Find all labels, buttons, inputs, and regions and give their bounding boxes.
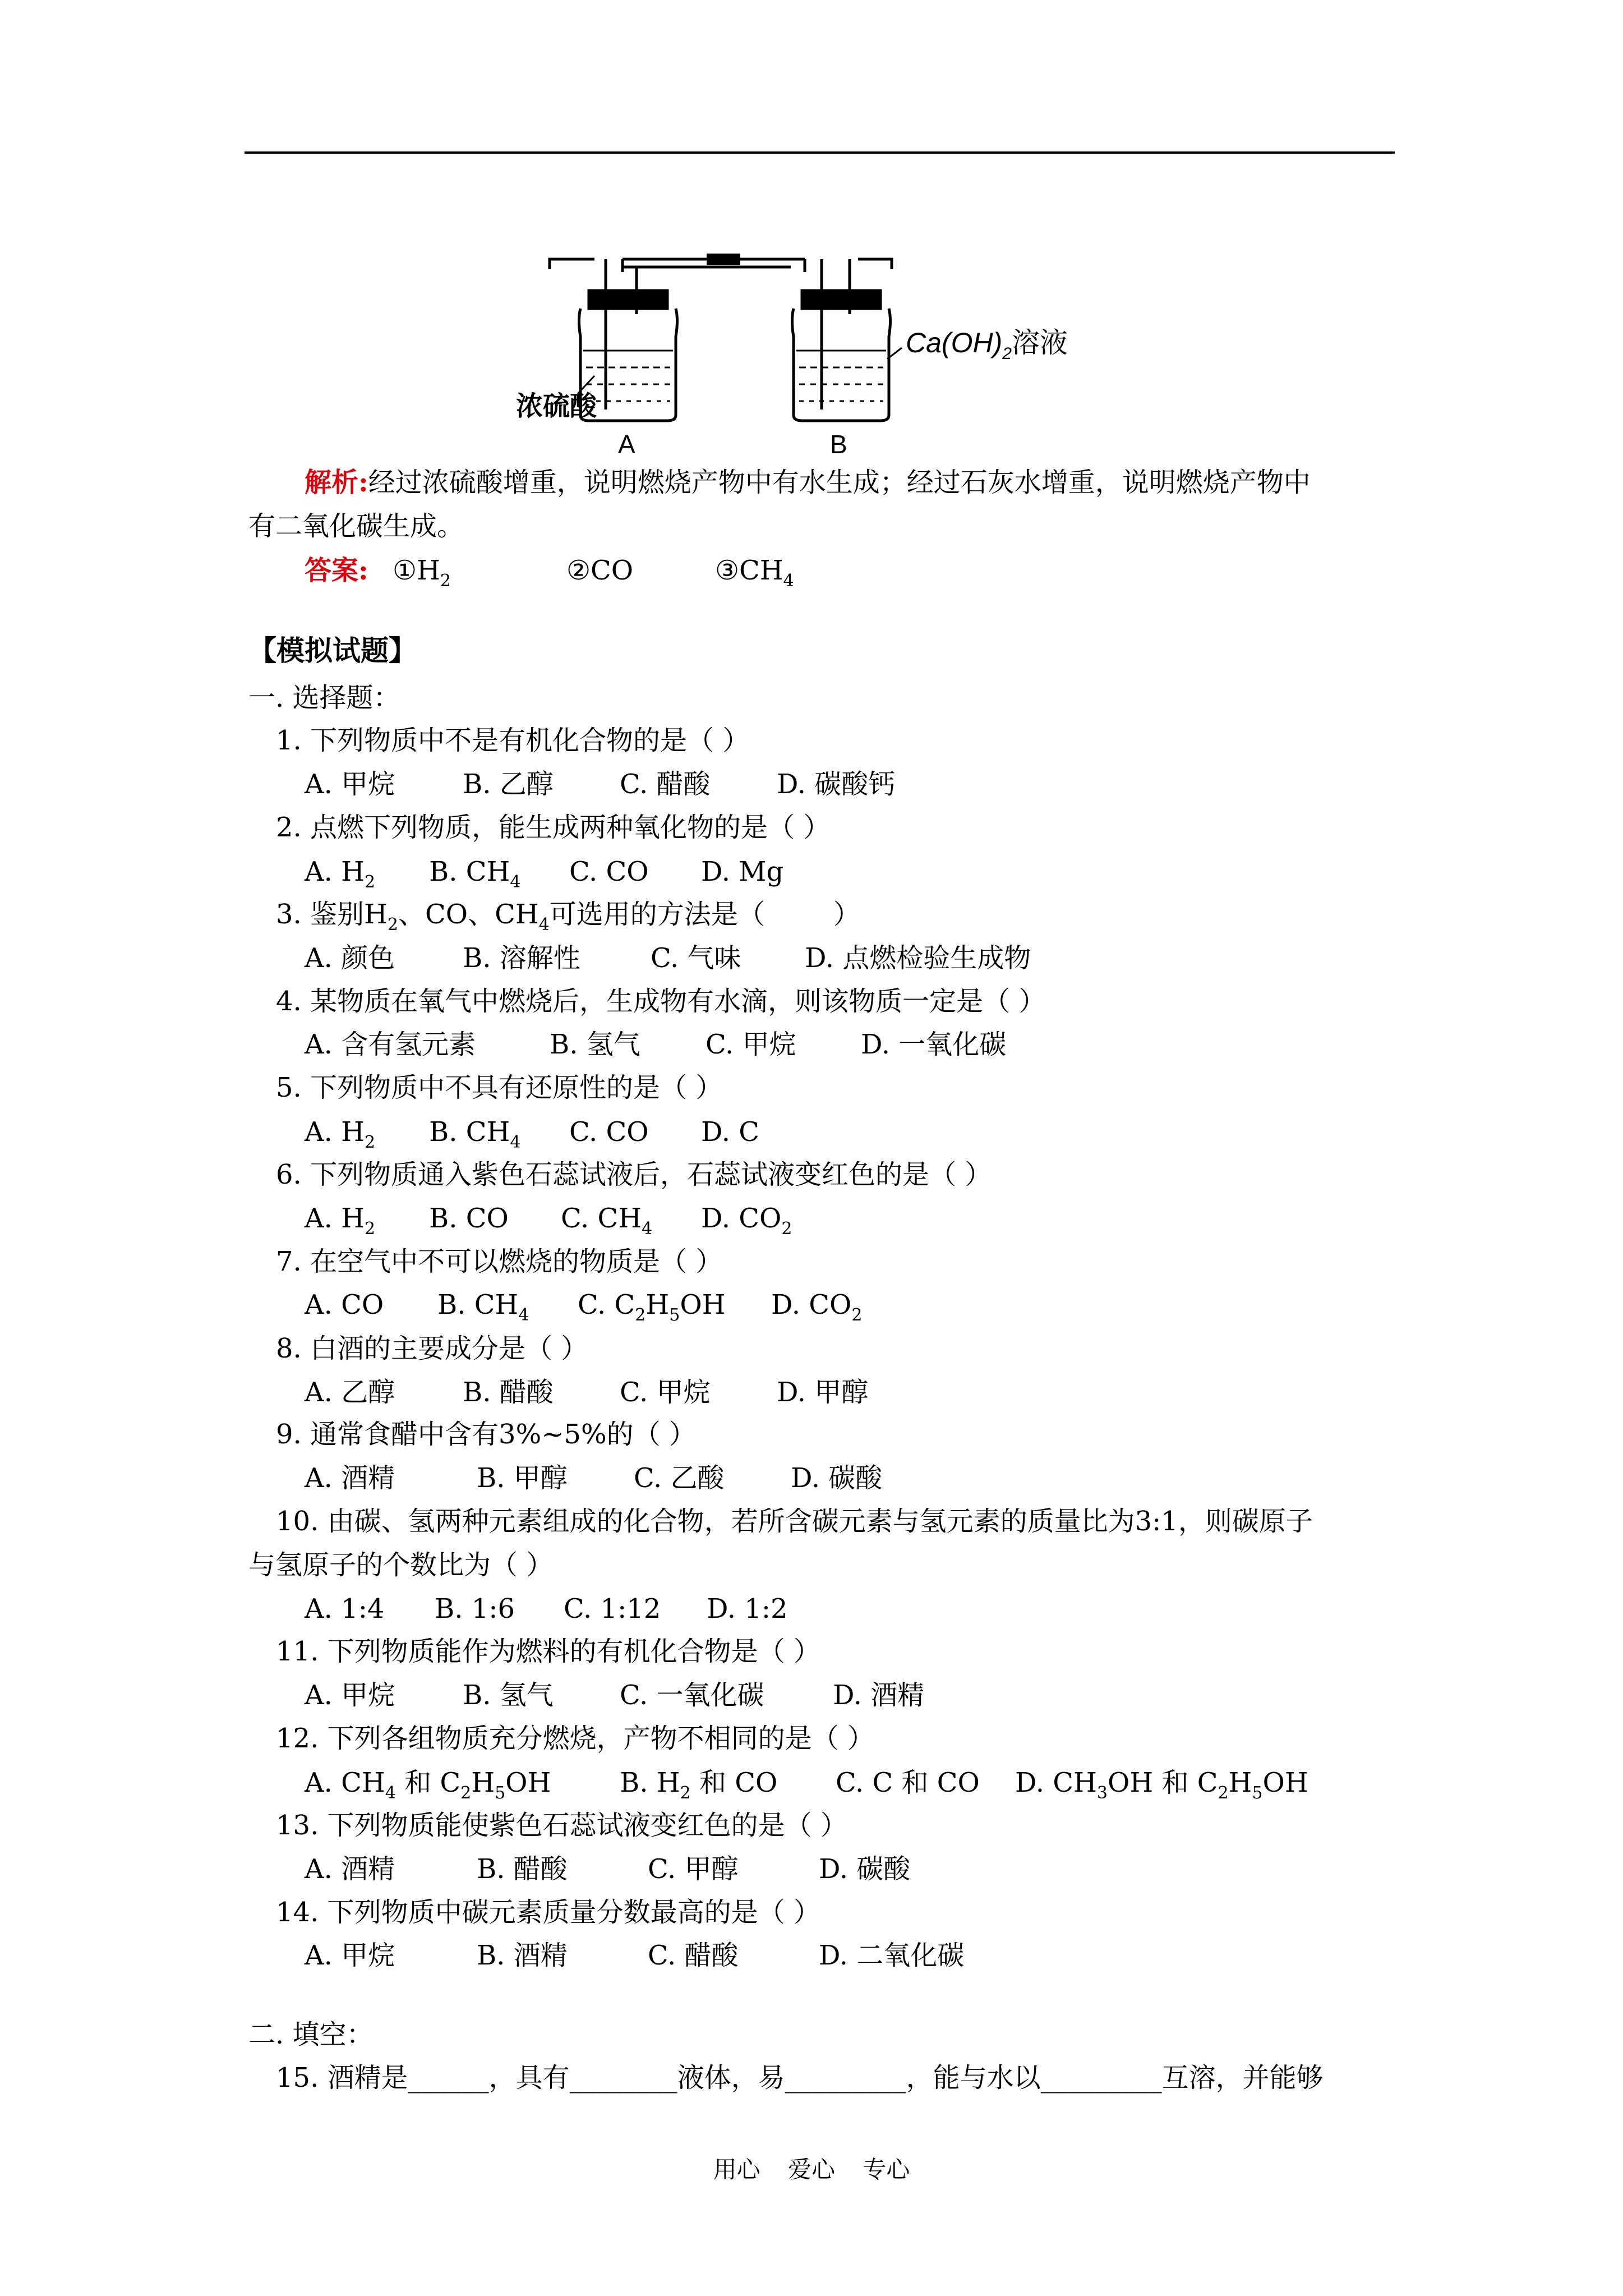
q2-option-d: D. Mg [701, 856, 784, 887]
question-7: 7. 在空气中不可以燃烧的物质是（ ） [276, 1246, 723, 1277]
question-13: 13. 下列物质能使紫色石蕊试液变红色的是（ ） [276, 1810, 847, 1841]
question-3: 3. 鉴别$H_2$、CO、$CH_4$可选用的方法是（ ） [276, 899, 860, 935]
q14-option-b: B. 酒精 [477, 1940, 568, 1971]
q6-option-b: B. CO [429, 1203, 509, 1234]
question-8: 8. 白酒的主要成分是（ ） [276, 1333, 588, 1364]
q4-option-c: C. 甲烷 [706, 1029, 796, 1060]
label-acid: 浓硫酸 [516, 392, 597, 421]
q14-option-a: A. 甲烷 [305, 1940, 395, 1971]
answer-1: $①H_2$ [393, 555, 451, 591]
q7-option-d: D. $CO_2$ [771, 1289, 863, 1325]
question-11: 11. 下列物质能作为燃料的有机化合物是（ ） [276, 1636, 820, 1667]
q11-option-c: C. 一氧化碳 [620, 1680, 764, 1711]
q5-option-d: D. C [701, 1116, 760, 1148]
analysis-text-2: 有二氧化碳生成。 [248, 510, 464, 542]
q2-option-c: C. CO [569, 856, 649, 887]
q7-option-a: A. CO [305, 1289, 384, 1320]
section-title: 【模拟试题】 [248, 634, 417, 667]
q13-option-a: A. 酒精 [305, 1853, 395, 1885]
q6-option-a: A. $H_2$ [305, 1203, 376, 1239]
q9-option-d: D. 碳酸 [791, 1462, 883, 1494]
q7-option-c: C. $C_2H_5OH$ [578, 1289, 726, 1325]
svg-text:Ca(OH)2溶液 [906, 327, 1068, 363]
question-2: 2. 点燃下列物质，能生成两种氧化物的是（ ） [276, 812, 831, 843]
q3-option-b: B. 溶解性 [463, 942, 580, 974]
q4-option-a: A. 含有氢元素 [305, 1029, 476, 1060]
label-b: B [830, 430, 847, 459]
question-14: 14. 下列物质中碳元素质量分数最高的是（ ） [276, 1897, 820, 1928]
question-10: 10. 由碳、氢两种元素组成的化合物，若所含碳元素与氢元素的质量比为3:1，则碳原子 [276, 1506, 1313, 1537]
section-1-heading: 一. 选择题： [248, 682, 400, 714]
q8-option-a: A. 乙醇 [305, 1377, 395, 1408]
q13-option-d: D. 碳酸 [819, 1853, 911, 1885]
q13-option-b: B. 醋酸 [477, 1853, 568, 1885]
label-solution: Ca(OH) [906, 327, 1003, 358]
label-a: A [618, 430, 635, 459]
question-1: 1. 下列物质中不是有机化合物的是（ ） [276, 725, 750, 756]
question-10-line-2: 与氢原子的个数比为（ ） [248, 1549, 554, 1581]
q3-option-c: C. 气味 [651, 942, 741, 974]
analysis-text-1: 经过浓硫酸增重，说明燃烧产物中有水生成；经过石灰水增重，说明燃烧产物中 [368, 467, 1311, 498]
q1-option-c: C. 醋酸 [620, 769, 711, 800]
answer-3: $③CH_4$ [715, 555, 794, 591]
q13-option-c: C. 甲醇 [648, 1853, 739, 1885]
apparatus-diagram [516, 247, 1110, 460]
q11-option-d: D. 酒精 [833, 1680, 925, 1711]
analysis-label: 解析: [305, 467, 368, 498]
section-2-heading: 二. 填空： [248, 2019, 374, 2050]
question-9: 9. 通常食醋中含有3%~5%的（ ） [276, 1419, 696, 1450]
q11-option-b: B. 氢气 [463, 1680, 554, 1711]
q5-option-c: C. CO [569, 1116, 649, 1148]
answer-line [305, 553, 368, 588]
q6-option-d: D. $CO_2$ [701, 1203, 792, 1239]
page-footer: 用心 爱心 专心 [713, 2156, 910, 2183]
q1-option-d: D. 碳酸钙 [777, 769, 896, 800]
q6-option-c: C. $CH_4$ [561, 1203, 653, 1239]
answer-label: 答案: [305, 555, 368, 586]
q12-option-d: D. $CH_3OH$ 和 $C_2H_5OH$ [1015, 1767, 1308, 1803]
q1-option-a: A. 甲烷 [305, 769, 395, 800]
q10-option-c: C. 1:12 [564, 1593, 661, 1625]
q8-option-b: B. 醋酸 [463, 1377, 554, 1408]
q12-option-c: C. C 和 CO [836, 1767, 980, 1798]
q2-option-b: B. $CH_4$ [429, 856, 521, 892]
question-5: 5. 下列物质中不具有还原性的是（ ） [276, 1072, 723, 1103]
q9-option-b: B. 甲醇 [477, 1462, 568, 1494]
q10-option-b: B. 1:6 [435, 1593, 515, 1625]
q7-option-b: B. $CH_4$ [437, 1289, 529, 1325]
q3-option-d: D. 点燃检验生成物 [805, 942, 1031, 974]
q4-option-d: D. 一氧化碳 [861, 1029, 1007, 1060]
q9-option-c: C. 乙酸 [634, 1462, 725, 1494]
header-rule [245, 151, 1395, 154]
question-6: 6. 下列物质通入紫色石蕊试液后，石蕊试液变红色的是（ ） [276, 1159, 992, 1190]
q9-option-a: A. 酒精 [305, 1462, 395, 1494]
q11-option-a: A. 甲烷 [305, 1680, 395, 1711]
q8-option-c: C. 甲烷 [620, 1377, 711, 1408]
q14-option-c: C. 醋酸 [648, 1940, 739, 1971]
q5-option-a: A. $H_2$ [305, 1116, 376, 1152]
q8-option-d: D. 甲醇 [777, 1377, 869, 1408]
q14-option-d: D. 二氧化碳 [819, 1940, 965, 1971]
q5-option-b: B. $CH_4$ [429, 1116, 521, 1152]
q10-option-a: A. 1:4 [305, 1593, 385, 1625]
q2-option-a: A. $H_2$ [305, 856, 376, 892]
q10-option-d: D. 1:2 [707, 1593, 788, 1625]
q12-option-a: A. $CH_4$ 和 $C_2H_5OH$ [305, 1767, 551, 1803]
q12-option-b: B. $H_2$ 和 CO [620, 1767, 778, 1803]
analysis-line-1 [305, 464, 1311, 500]
label-solution-sub: 2 [1002, 344, 1012, 363]
q3-option-a: A. 颜色 [305, 942, 395, 974]
q4-option-b: B. 氢气 [550, 1029, 640, 1060]
question-4: 4. 某物质在氧气中燃烧后，生成物有水滴，则该物质一定是（ ） [276, 986, 1046, 1017]
question-12: 12. 下列各组物质充分燃烧，产物不相同的是（ ） [276, 1723, 874, 1754]
answer-2: ②CO [566, 555, 634, 586]
label-solution-tail: 溶液 [1011, 327, 1068, 358]
q1-option-b: B. 乙醇 [463, 769, 554, 800]
question-15: 15. 酒精是______，具有________液体，易_________，能与水以_________互溶，并能够 [276, 2062, 1324, 2093]
